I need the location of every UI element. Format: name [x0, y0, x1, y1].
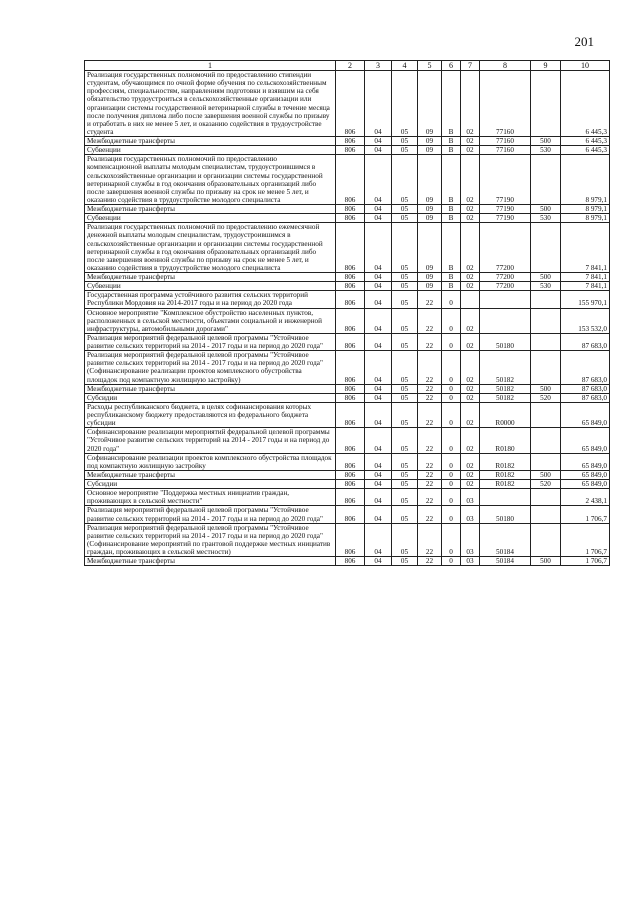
row-code-9	[531, 71, 561, 137]
column-header: 6	[442, 61, 461, 71]
row-amount: 6 445,3	[561, 146, 610, 155]
row-code-9: 500	[531, 137, 561, 146]
row-code-2: 806	[336, 137, 365, 146]
row-code-5: 09	[418, 214, 442, 223]
row-code-6: 0	[442, 428, 461, 453]
row-code-9: 530	[531, 282, 561, 291]
row-code-3: 04	[365, 282, 392, 291]
row-code-7: 03	[461, 506, 480, 523]
row-code-9	[531, 523, 561, 557]
row-code-6: 0	[442, 506, 461, 523]
row-code-3: 04	[365, 223, 392, 273]
row-code-4: 05	[392, 557, 418, 566]
row-name: Софинансирование реализации мероприятий федеральной целевой программы "Устойчивое развитие сельских территорий на 2014 - 2017 годы и на период до 2020 года"	[85, 428, 336, 453]
table-row	[85, 557, 610, 566]
row-amount: 8 979,1	[561, 205, 610, 214]
row-code-5: 22	[418, 402, 442, 427]
row-code-3: 04	[365, 333, 392, 350]
row-code-2: 806	[336, 214, 365, 223]
row-code-4: 05	[392, 223, 418, 273]
table-row	[85, 137, 610, 146]
row-name: Межбюджетные трансферты	[85, 557, 336, 566]
row-code-9: 500	[531, 273, 561, 282]
row-amount: 65 849,0	[561, 480, 610, 489]
table-header-row	[85, 61, 610, 71]
row-name: Межбюджетные трансферты	[85, 205, 336, 214]
row-code-4: 05	[392, 137, 418, 146]
row-code-6: В	[442, 223, 461, 273]
table-row	[85, 480, 610, 489]
row-code-5: 22	[418, 428, 442, 453]
row-code-2: 806	[336, 489, 365, 506]
row-code-7: 02	[461, 470, 480, 479]
row-amount: 2 438,1	[561, 489, 610, 506]
row-code-7: 02	[461, 480, 480, 489]
row-code-6: В	[442, 273, 461, 282]
row-name: Софинансирование реализации проектов комплексного обустройства площадок под компактную жилищную застройку	[85, 453, 336, 470]
row-amount: 7 841,1	[561, 282, 610, 291]
row-code-4: 05	[392, 393, 418, 402]
row-code-3: 04	[365, 393, 392, 402]
row-code-6: 0	[442, 308, 461, 333]
table-row	[85, 308, 610, 333]
row-code-2: 806	[336, 333, 365, 350]
row-code-8: R0180	[480, 428, 531, 453]
row-code-5: 09	[418, 223, 442, 273]
row-amount: 87 683,0	[561, 333, 610, 350]
row-code-9: 520	[531, 393, 561, 402]
row-code-4: 05	[392, 333, 418, 350]
table-row	[85, 223, 610, 273]
row-code-4: 05	[392, 71, 418, 137]
row-code-4: 05	[392, 470, 418, 479]
row-code-8: 77160	[480, 137, 531, 146]
page-number: 201	[574, 34, 594, 49]
row-code-9: 500	[531, 384, 561, 393]
row-code-5: 09	[418, 273, 442, 282]
row-code-5: 22	[418, 308, 442, 333]
row-code-5: 22	[418, 351, 442, 385]
row-code-8: R0182	[480, 480, 531, 489]
row-code-7: 02	[461, 223, 480, 273]
row-code-3: 04	[365, 557, 392, 566]
row-code-6: 0	[442, 470, 461, 479]
row-code-3: 04	[365, 506, 392, 523]
row-code-6: 0	[442, 402, 461, 427]
column-header: 10	[561, 61, 610, 71]
row-code-5: 09	[418, 282, 442, 291]
row-code-7: 02	[461, 205, 480, 214]
table-row	[85, 282, 610, 291]
row-amount: 65 849,0	[561, 428, 610, 453]
row-code-3: 04	[365, 308, 392, 333]
row-code-6: 0	[442, 393, 461, 402]
table-row	[85, 146, 610, 155]
row-code-2: 806	[336, 146, 365, 155]
row-code-9	[531, 402, 561, 427]
row-name: Основное мероприятие "Поддержка местных инициатив граждан, проживающих в сельской местности"	[85, 489, 336, 506]
row-code-6: 0	[442, 351, 461, 385]
row-code-3: 04	[365, 351, 392, 385]
column-header: 5	[418, 61, 442, 71]
row-code-8: 77190	[480, 155, 531, 205]
row-code-9	[531, 489, 561, 506]
row-code-8	[480, 489, 531, 506]
row-code-5: 09	[418, 71, 442, 137]
table-row	[85, 333, 610, 350]
row-code-2: 806	[336, 557, 365, 566]
row-name: Расходы республиканского бюджета, в целях софинансирования которых республиканскому бюджету предоставляются из федерального бюджета субсидии	[85, 402, 336, 427]
row-name: Межбюджетные трансферты	[85, 384, 336, 393]
row-code-6: В	[442, 71, 461, 137]
row-amount: 7 841,1	[561, 273, 610, 282]
row-code-8: 50182	[480, 393, 531, 402]
row-amount: 65 849,0	[561, 453, 610, 470]
row-code-2: 806	[336, 351, 365, 385]
row-code-9	[531, 308, 561, 333]
row-code-7: 02	[461, 351, 480, 385]
row-name: Субвенции	[85, 146, 336, 155]
column-header: 2	[336, 61, 365, 71]
row-code-2: 806	[336, 480, 365, 489]
table-row	[85, 384, 610, 393]
row-code-9	[531, 155, 561, 205]
row-code-7: 02	[461, 384, 480, 393]
row-code-2: 806	[336, 282, 365, 291]
row-name: Субсидии	[85, 393, 336, 402]
row-code-4: 05	[392, 480, 418, 489]
table-row	[85, 351, 610, 385]
table-row	[85, 205, 610, 214]
row-code-5: 09	[418, 137, 442, 146]
row-code-5: 22	[418, 393, 442, 402]
row-amount: 65 849,0	[561, 402, 610, 427]
row-code-9: 500	[531, 557, 561, 566]
row-code-4: 05	[392, 214, 418, 223]
row-name: Межбюджетные трансферты	[85, 470, 336, 479]
row-amount: 1 706,7	[561, 506, 610, 523]
row-code-8: R0182	[480, 470, 531, 479]
row-code-3: 04	[365, 402, 392, 427]
table-row	[85, 291, 610, 308]
row-code-3: 04	[365, 384, 392, 393]
row-code-3: 04	[365, 205, 392, 214]
row-code-9	[531, 291, 561, 308]
row-code-2: 806	[336, 402, 365, 427]
column-header: 8	[480, 61, 531, 71]
row-code-4: 05	[392, 506, 418, 523]
row-code-3: 04	[365, 291, 392, 308]
row-code-5: 09	[418, 146, 442, 155]
table-row	[85, 470, 610, 479]
row-code-8: 77160	[480, 146, 531, 155]
row-name: Реализация государственных полномочий по предоставлению ежемесячной денежной выплаты молодым специалистам, трудоустроившимся в сельскохозяйственные организации и организации системы государственной ветеринарной службы в год окончания образовательных организаций либо после завершения военной службы по призыву на срок не менее 5 лет, и оказанию содействия в трудоустройстве молодого специалиста	[85, 223, 336, 273]
row-code-7: 02	[461, 402, 480, 427]
row-code-4: 05	[392, 308, 418, 333]
row-code-9	[531, 333, 561, 350]
row-name: Субвенции	[85, 214, 336, 223]
row-code-9	[531, 506, 561, 523]
row-code-9: 500	[531, 205, 561, 214]
row-code-6: В	[442, 155, 461, 205]
table-row	[85, 428, 610, 453]
table-row	[85, 273, 610, 282]
row-name: Межбюджетные трансферты	[85, 273, 336, 282]
row-code-2: 806	[336, 291, 365, 308]
row-amount: 7 841,1	[561, 223, 610, 273]
row-code-4: 05	[392, 523, 418, 557]
row-code-5: 09	[418, 155, 442, 205]
row-code-9	[531, 223, 561, 273]
row-code-2: 806	[336, 384, 365, 393]
row-code-6: 0	[442, 480, 461, 489]
row-code-4: 05	[392, 155, 418, 205]
row-amount: 153 532,0	[561, 308, 610, 333]
row-code-6: В	[442, 205, 461, 214]
row-code-9: 530	[531, 146, 561, 155]
row-code-8: 77190	[480, 214, 531, 223]
row-code-2: 806	[336, 428, 365, 453]
row-code-4: 05	[392, 402, 418, 427]
row-code-3: 04	[365, 214, 392, 223]
column-header: 3	[365, 61, 392, 71]
row-code-5: 22	[418, 384, 442, 393]
row-name: Реализация государственных полномочий по предоставлению компенсационной выплаты молодым специалистам, трудоустроившимся в сельскохозяйственные организации и организации системы государственной ветеринарной службы в год окончания образовательных организаций либо после завершения военной службы по призыву на срок не менее 5 лет, и оказанию содействия в трудоустройстве молодого специалиста	[85, 155, 336, 205]
row-code-5: 22	[418, 489, 442, 506]
row-name: Субвенции	[85, 282, 336, 291]
row-code-5: 22	[418, 470, 442, 479]
row-code-6: В	[442, 214, 461, 223]
row-code-7: 02	[461, 155, 480, 205]
row-code-8	[480, 291, 531, 308]
row-name: Реализация мероприятий федеральной целевой программы "Устойчивое развитие сельских территорий на 2014 - 2017 годы и на период до 2020 года" (Софинансирование реализации проектов комплексного обустройства площадок под компактную жилищную застройку)	[85, 351, 336, 385]
row-code-3: 04	[365, 470, 392, 479]
row-code-6: В	[442, 146, 461, 155]
row-code-3: 04	[365, 273, 392, 282]
row-code-3: 04	[365, 146, 392, 155]
row-code-7: 02	[461, 453, 480, 470]
row-code-8: 77200	[480, 273, 531, 282]
row-amount: 155 970,1	[561, 291, 610, 308]
row-code-8	[480, 308, 531, 333]
row-amount: 65 849,0	[561, 470, 610, 479]
row-code-2: 806	[336, 453, 365, 470]
row-code-2: 806	[336, 223, 365, 273]
table-row	[85, 214, 610, 223]
row-amount: 87 683,0	[561, 384, 610, 393]
row-code-8: 77190	[480, 205, 531, 214]
column-header: 1	[85, 61, 336, 71]
row-code-7: 02	[461, 71, 480, 137]
row-code-8: 50184	[480, 523, 531, 557]
row-code-6: 0	[442, 291, 461, 308]
row-code-2: 806	[336, 273, 365, 282]
row-name: Реализация мероприятий федеральной целевой программы "Устойчивое развитие сельских территорий на 2014 - 2017 годы и на период до 2020 года"	[85, 333, 336, 350]
row-code-7: 02	[461, 214, 480, 223]
row-code-2: 806	[336, 71, 365, 137]
row-code-2: 806	[336, 205, 365, 214]
row-code-4: 05	[392, 205, 418, 214]
row-name: Государственная программа устойчивого развития сельских территорий Республики Мордовия на 2014-2017 годы и на период до 2020 года	[85, 291, 336, 308]
row-code-2: 806	[336, 308, 365, 333]
column-header: 7	[461, 61, 480, 71]
row-name: Субсидии	[85, 480, 336, 489]
row-code-8: 50182	[480, 351, 531, 385]
table-row	[85, 402, 610, 427]
table-row	[85, 155, 610, 205]
row-code-6: 0	[442, 384, 461, 393]
row-code-6: В	[442, 282, 461, 291]
row-code-8: 50184	[480, 557, 531, 566]
row-code-7	[461, 291, 480, 308]
row-code-5: 09	[418, 205, 442, 214]
row-code-7: 03	[461, 557, 480, 566]
row-code-7: 02	[461, 428, 480, 453]
row-name: Реализация мероприятий федеральной целевой программы "Устойчивое развитие сельских территорий на 2014 - 2017 годы и на период до 2020 года" (Софинансирование мероприятий по грантовой поддержке местных инициатив граждан, проживающих в сельской местности)	[85, 523, 336, 557]
row-code-2: 806	[336, 155, 365, 205]
row-code-8: 50180	[480, 506, 531, 523]
row-code-6: 0	[442, 453, 461, 470]
row-name: Основное мероприятие "Комплексное обустройство населенных пунктов, расположенных в сельской местности, объектами социальной и инженерной инфраструктуры, автомобильными дорогами"	[85, 308, 336, 333]
row-code-7: 03	[461, 523, 480, 557]
row-code-8: R0182	[480, 453, 531, 470]
row-code-6: В	[442, 137, 461, 146]
row-code-3: 04	[365, 155, 392, 205]
row-code-4: 05	[392, 291, 418, 308]
row-code-8: 77160	[480, 71, 531, 137]
row-amount: 8 979,1	[561, 155, 610, 205]
column-header: 4	[392, 61, 418, 71]
table-row	[85, 71, 610, 137]
table-row	[85, 506, 610, 523]
row-code-9	[531, 428, 561, 453]
row-amount: 6 445,3	[561, 71, 610, 137]
row-code-3: 04	[365, 523, 392, 557]
row-code-7: 02	[461, 146, 480, 155]
row-code-5: 22	[418, 291, 442, 308]
row-code-3: 04	[365, 71, 392, 137]
row-amount: 8 979,1	[561, 214, 610, 223]
row-code-3: 04	[365, 137, 392, 146]
row-code-3: 04	[365, 480, 392, 489]
table-row	[85, 393, 610, 402]
row-code-9: 500	[531, 470, 561, 479]
row-code-9: 520	[531, 480, 561, 489]
row-code-6: 0	[442, 333, 461, 350]
column-header: 9	[531, 61, 561, 71]
row-code-5: 22	[418, 506, 442, 523]
row-code-7: 02	[461, 333, 480, 350]
row-amount: 87 683,0	[561, 393, 610, 402]
row-code-6: 0	[442, 523, 461, 557]
row-code-3: 04	[365, 428, 392, 453]
row-code-2: 806	[336, 393, 365, 402]
row-code-2: 806	[336, 523, 365, 557]
row-code-7: 02	[461, 393, 480, 402]
row-code-5: 22	[418, 453, 442, 470]
row-code-3: 04	[365, 453, 392, 470]
row-code-6: 0	[442, 489, 461, 506]
row-amount: 6 445,3	[561, 137, 610, 146]
row-code-8: 50182	[480, 384, 531, 393]
row-code-8: R0000	[480, 402, 531, 427]
table-row	[85, 523, 610, 557]
row-code-7: 03	[461, 489, 480, 506]
budget-table	[84, 60, 610, 566]
row-amount: 87 683,0	[561, 351, 610, 385]
row-name: Реализация мероприятий федеральной целевой программы "Устойчивое развитие сельских территорий на 2014 - 2017 годы и на период до 2020 года"	[85, 506, 336, 523]
row-code-4: 05	[392, 384, 418, 393]
row-code-4: 05	[392, 428, 418, 453]
table-row	[85, 489, 610, 506]
row-code-7: 02	[461, 308, 480, 333]
table-row	[85, 453, 610, 470]
row-code-4: 05	[392, 146, 418, 155]
row-code-4: 05	[392, 489, 418, 506]
row-code-5: 22	[418, 523, 442, 557]
row-name: Реализация государственных полномочий по предоставлению стипендии студентам, обучающимся по очной форме обучения по сельскохозяйственным профессиям, специальностям, направлениям подготовки и взявшим на себя обязательство трудоустроиться в сельскохозяйственные организации или организации системы государственной ветеринарной службы в течение месяца после получения диплома либо после завершения военной службы по призыву и отработать в них не менее 5 лет, и оказанию содействия в трудоустройстве студента	[85, 71, 336, 137]
row-code-9: 530	[531, 214, 561, 223]
row-code-4: 05	[392, 282, 418, 291]
row-amount: 1 706,7	[561, 557, 610, 566]
row-code-9	[531, 453, 561, 470]
row-code-3: 04	[365, 489, 392, 506]
row-code-2: 806	[336, 470, 365, 479]
row-code-5: 22	[418, 333, 442, 350]
row-code-4: 05	[392, 453, 418, 470]
row-code-7: 02	[461, 273, 480, 282]
row-code-6: 0	[442, 557, 461, 566]
row-code-8: 77200	[480, 223, 531, 273]
row-code-7: 02	[461, 282, 480, 291]
row-code-5: 22	[418, 557, 442, 566]
row-name: Межбюджетные трансферты	[85, 137, 336, 146]
row-code-2: 806	[336, 506, 365, 523]
row-code-7: 02	[461, 137, 480, 146]
row-code-4: 05	[392, 273, 418, 282]
row-code-8: 77200	[480, 282, 531, 291]
row-code-4: 05	[392, 351, 418, 385]
row-code-9	[531, 351, 561, 385]
row-code-5: 22	[418, 480, 442, 489]
row-code-8: 50180	[480, 333, 531, 350]
row-amount: 1 706,7	[561, 523, 610, 557]
